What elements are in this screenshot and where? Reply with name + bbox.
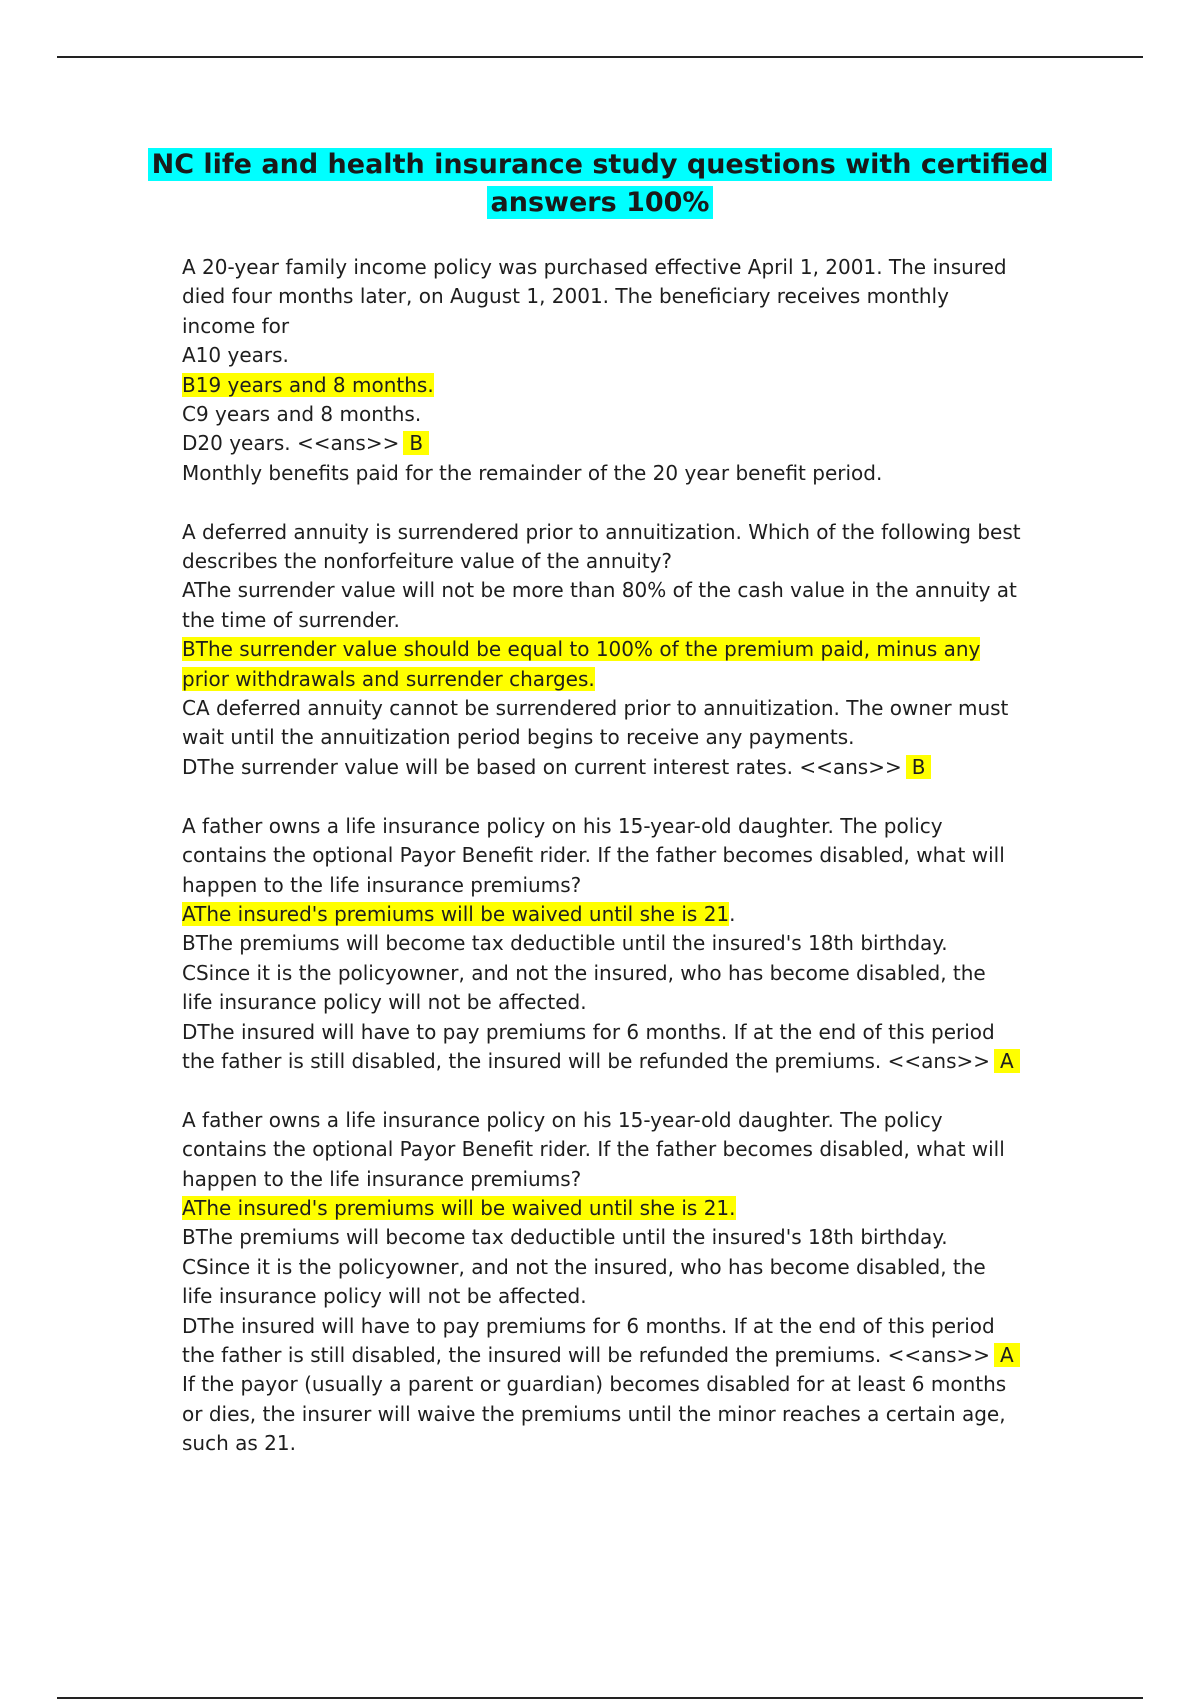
header-rule: [57, 56, 1143, 58]
option-a: A10 years.: [182, 343, 289, 368]
answer-letter: B: [403, 431, 429, 455]
option-d-text: DThe surrender value will be based on current interest rates. <<ans>>: [182, 754, 902, 779]
option-c: CSince it is the policyowner, and not the insured, who has become disabled, the life insurance policy will not be affected.: [182, 960, 986, 1015]
question-text: A father owns a life insurance policy on his 15-year-old daughter. The policy contains the optional Payor Benefit rider. If the father becomes disabled, what will happen to the life insurance premiums?: [182, 813, 1005, 897]
question-3: [182, 812, 1022, 1077]
explanation: Monthly benefits paid for the remainder of the 20 year benefit period.: [182, 460, 883, 485]
document-title: [0, 146, 1200, 222]
highlighted-answer: BThe surrender value should be equal to 100% of the premium paid, minus any prior withdrawals and surrender charges.: [182, 637, 981, 691]
option-d: [182, 429, 1022, 458]
option-d-text: DThe insured will have to pay premiums for 6 months. If at the end of this period the father is still disabled, the insured will be refunded the premiums. <<ans>>: [182, 1313, 995, 1367]
option-d-text: D20 years. <<ans>>: [182, 431, 400, 456]
highlighted-answer: B19 years and 8 months.: [182, 372, 434, 397]
option-b: BThe premiums will become tax deductible until the insured's 18th birthday.: [182, 1225, 948, 1250]
option-b: BThe premiums will become tax deductible until the insured's 18th birthday.: [182, 931, 948, 956]
title-line-1: NC life and health insurance study questions with certified: [148, 148, 1053, 181]
question-1: [182, 253, 1022, 488]
option-d-text: DThe insured will have to pay premiums for 6 months. If at the end of this period the father is still disabled, the insured will be refunded the premiums. <<ans>>: [182, 1019, 995, 1073]
option-a: AThe surrender value will not be more than 80% of the cash value in the annuity at the time of surrender.: [182, 578, 1017, 632]
document-body: [182, 253, 1022, 1488]
option-a-tail: .: [729, 901, 736, 926]
question-2: [182, 518, 1022, 783]
highlighted-answer: AThe insured's premiums will be waived until she is 21.: [182, 1195, 736, 1220]
footer-rule: [57, 1697, 1143, 1699]
explanation: If the payor (usually a parent or guardian) becomes disabled for at least 6 months or dies, the insurer will waive the premiums until the minor reaches a certain age, such as 21.: [182, 1372, 1007, 1456]
option-a: [182, 1194, 1022, 1223]
option-b: [182, 371, 1022, 400]
option-d: [182, 1018, 1022, 1077]
option-d: [182, 753, 1022, 782]
highlighted-answer: AThe insured's premiums will be waived until she is 21: [182, 901, 730, 926]
question-text: A father owns a life insurance policy on his 15-year-old daughter. The policy contains the optional Payor Benefit rider. If the father becomes disabled, what will happen to the life insurance premiums?: [182, 1107, 1005, 1191]
option-b: [182, 635, 1022, 694]
question-text: A 20-year family income policy was purchased effective April 1, 2001. The insured died four months later, on August 1, 2001. The beneficiary receives monthly income for: [182, 255, 1007, 338]
option-d: [182, 1312, 1022, 1371]
option-a: [182, 900, 1022, 929]
title-line-2: answers 100%: [487, 186, 714, 219]
option-c: C9 years and 8 months.: [182, 402, 422, 427]
answer-letter: B: [906, 755, 932, 779]
answer-letter: A: [994, 1343, 1020, 1367]
option-c: CSince it is the policyowner, and not the insured, who has become disabled, the life insurance policy will not be affected.: [182, 1254, 986, 1309]
question-text: A deferred annuity is surrendered prior to annuitization. Which of the following best describes the nonforfeiture value of the annuity?: [182, 519, 1021, 574]
answer-letter: A: [994, 1049, 1020, 1073]
question-4: [182, 1106, 1022, 1459]
option-c: CA deferred annuity cannot be surrendered prior to annuitization. The owner must wait until the annuitization period begins to receive any payments.: [182, 696, 1009, 750]
